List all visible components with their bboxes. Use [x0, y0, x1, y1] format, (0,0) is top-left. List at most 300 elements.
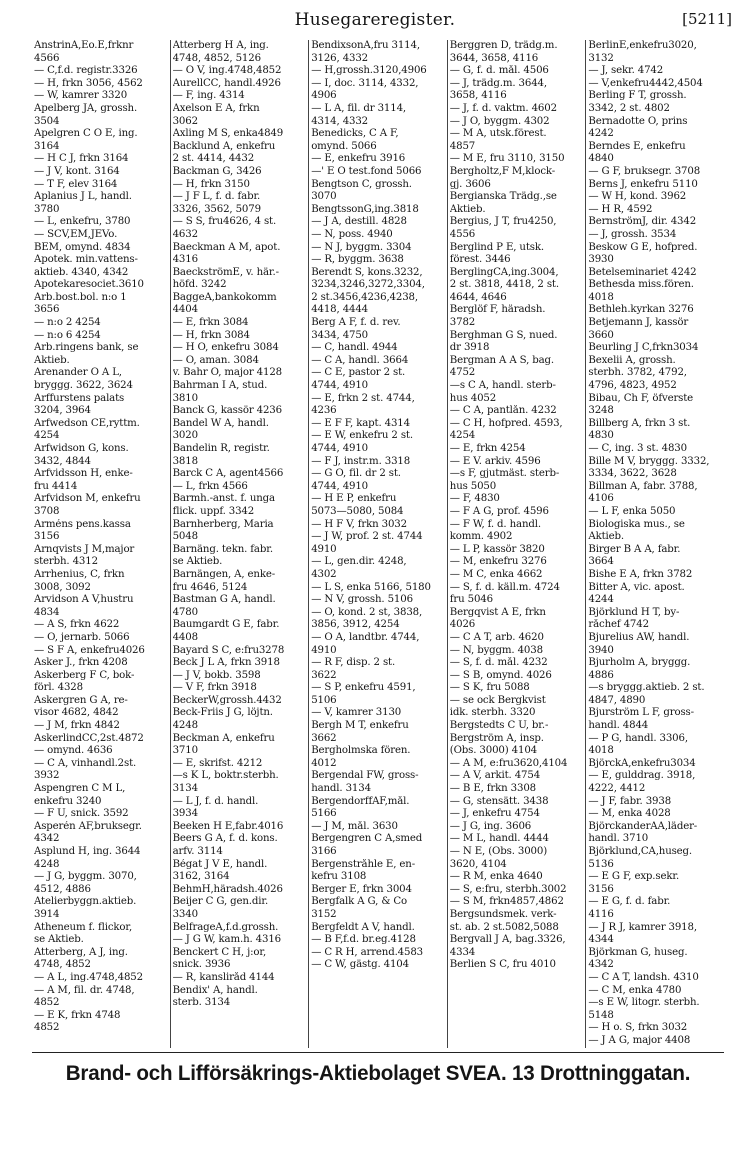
register-entry: Bergendal FW, gross-: [311, 770, 419, 782]
register-entry: Biologiska mus., se: [588, 518, 685, 530]
register-entry: 4834: [34, 606, 60, 618]
register-entry: 4910: [311, 644, 337, 656]
register-entry: 3340: [172, 908, 198, 920]
register-entry: sterb. 3134: [172, 997, 231, 1009]
register-entry: — C M, enka 4780: [588, 984, 682, 996]
register-entry: 3342, 2 st. 4802: [588, 102, 670, 114]
register-entry: 3932: [34, 770, 60, 782]
register-entry: — H o. S, frkn 3032: [588, 1022, 688, 1034]
register-entry: Apotekaresociet.3610: [34, 279, 144, 291]
register-entry: Arrhenius, C, frkn: [34, 568, 125, 580]
register-entry: 4404: [172, 304, 198, 316]
register-entry: Bille M V, bryggg. 3332,: [588, 455, 710, 467]
register-entry: 3708: [34, 505, 60, 517]
register-entry: 4316: [172, 254, 198, 266]
register-entry: — G F, bruksegr. 3708: [588, 165, 701, 177]
register-entry: Atelierbyggn.aktieb.: [34, 896, 137, 908]
register-entry: — H F V, frkn 3032: [311, 518, 407, 530]
register-entry: — C A, vinhandl.2st.: [34, 757, 137, 769]
register-entry: Backlund A, enkefru: [172, 140, 276, 152]
register-entry: — E W, enkefru 2 st.: [311, 430, 413, 442]
register-entry: Betelseminariet 4242: [588, 266, 697, 278]
register-entry: Arenander O A L,: [34, 367, 122, 379]
register-entry: — R F, disp. 2 st.: [311, 657, 396, 669]
register-entry: Beck J L A, frkn 3918: [172, 657, 280, 669]
register-entry: 5048: [172, 531, 198, 543]
register-entry: kefru 3108: [311, 871, 367, 883]
register-entry: — F, 4830: [449, 493, 500, 505]
register-entry: Aplanius J L, handl.: [34, 191, 132, 203]
register-entry: visor 4682, 4842: [34, 707, 119, 719]
register-entry: Bergianska Trädg.,se: [449, 191, 557, 203]
register-entry: AnstrinA,Eo.E,frknr: [34, 40, 134, 51]
register-entry: — J V, bokb. 3598: [172, 669, 261, 681]
register-entry: — G O, fil. dr 2 st.: [311, 468, 401, 480]
register-entry: — E, frkn 2 st. 4744,: [311, 392, 415, 404]
register-entry: — M, enkefru 3276: [449, 556, 547, 568]
register-entry: Benedicks, C A F,: [311, 128, 399, 140]
register-entry: 5166: [311, 808, 337, 820]
register-entry: 3062: [172, 115, 198, 127]
register-entry: 4012: [311, 757, 337, 769]
register-entry: —s F, gjutmäst. sterb-: [449, 468, 560, 480]
register-entry: Asplund H, ing. 3644: [34, 846, 141, 857]
register-entry: 5148: [588, 1009, 614, 1021]
register-entry: 4344: [588, 934, 614, 946]
register-entry: — omynd. 4636: [34, 745, 113, 757]
register-entry: BernströmJ, dir. 4342: [588, 216, 697, 228]
register-entry: Askerberg F C, bok-: [34, 669, 135, 681]
register-entry: Berns J, enkefru 5110: [588, 178, 698, 190]
register-entry: — E G F, exp.sekr.: [588, 871, 680, 883]
page-header: [18, 10, 732, 36]
register-entry: Betjemann J, kassör: [588, 317, 689, 329]
register-entry: Beckman A, enkefru: [172, 732, 275, 744]
register-entry: — F, ing. 4314: [172, 90, 245, 102]
register-entry: 4556: [449, 228, 476, 240]
register-entry: — N E, (Obs. 3000): [449, 846, 548, 857]
register-entry: Atterberg H A, ing.: [172, 40, 269, 51]
register-entry: Beeken H E,fabr.4016: [172, 820, 284, 832]
register-entry: — J, trädg.m. 3644,: [449, 77, 547, 89]
register-entry: 5106: [311, 694, 337, 706]
register-entry: Banck G, kassör 4236: [172, 405, 282, 417]
register-entry: — J V, kont. 3164: [34, 165, 120, 177]
register-entry: — R, byggm. 3638: [311, 254, 404, 266]
register-entry: Bethesda miss.fören.: [588, 279, 694, 291]
register-entry: Apelberg JA, grossh.: [34, 102, 138, 114]
register-column-4: [448, 40, 587, 1048]
register-entry: omynd. 5066: [311, 140, 377, 152]
register-entry: — M, enka 4028: [588, 808, 671, 820]
register-entry: — A M, e:fru3620,4104: [449, 757, 568, 769]
register-entry: Berendt S, kons.3232,: [311, 266, 423, 278]
register-entry: — SCV,EM,JEVo.: [34, 228, 118, 240]
register-entry: Beijer C G, gen.dir.: [172, 896, 269, 908]
register-entry: 4314, 4332: [311, 115, 369, 127]
register-entry: 4847, 4890: [588, 694, 646, 706]
register-entry: Beskow G E, hofpred.: [588, 241, 698, 253]
register-entry: handl. 4844: [588, 720, 649, 732]
register-entry: Arb.bost.bol. n:o 1: [34, 291, 127, 303]
register-entry: BjörckanderAA,läder-: [588, 820, 698, 832]
register-entry: — N J, byggm. 3304: [311, 241, 412, 253]
register-entry: Barnherberg, Maria: [172, 518, 274, 530]
register-entry: —' E O test.fond 5066: [311, 165, 422, 177]
register-entry: Bergholmska fören.: [311, 745, 411, 757]
register-entry: 4342: [588, 959, 614, 971]
register-entry: 3126, 4332: [311, 52, 369, 64]
page-title: Husegareregister.: [294, 10, 456, 30]
register-entry: 3810: [172, 392, 198, 404]
register-entry: — F U, snick. 3592: [34, 808, 129, 820]
register-entry: 3234,3246,3272,3304,: [311, 279, 425, 291]
register-entry: 3782: [449, 317, 476, 329]
register-entry: 4852: [34, 1022, 60, 1034]
register-entry: Baumgardt G E, fabr.: [172, 619, 280, 631]
register-entry: fru 4414: [34, 480, 78, 492]
register-entry: — C R H, arrend.4583: [311, 946, 424, 958]
register-entry: 3930: [588, 254, 614, 266]
register-entry: 3660: [588, 329, 614, 341]
register-entry: — H C J, frkn 3164: [34, 153, 129, 165]
register-entry: Asker J., frkn 4208: [34, 657, 128, 669]
register-entry: — O, kond. 2 st, 3838,: [311, 606, 423, 618]
register-column-3: [309, 40, 448, 1048]
register-entry: 4852: [34, 997, 60, 1009]
register-entry: — J G, byggm. 3070,: [34, 871, 137, 883]
register-entry: 3504: [34, 115, 60, 127]
register-entry: — I, doc. 3114, 4332,: [311, 77, 419, 89]
register-entry: Berndes E, enkefru: [588, 140, 686, 152]
register-entry: — L F, enka 5050: [588, 505, 676, 517]
register-entry: Bexelii A, grossh.: [588, 354, 676, 366]
register-entry: — W, kamrer 3320: [34, 90, 128, 102]
register-entry: dr 3918: [449, 342, 490, 354]
register-entry: 3622: [311, 669, 337, 681]
register-entry: Berg A F, f. d. rev.: [311, 317, 401, 329]
register-entry: — S P, enkefru 4591,: [311, 682, 416, 694]
register-entry: — J F, fabr. 3938: [588, 795, 672, 807]
register-entry: — E, enkefru 3916: [311, 153, 406, 165]
register-entry: Bergenstråhle E, en-: [311, 858, 415, 870]
register-entry: Björkman G, huseg.: [588, 946, 688, 958]
register-entry: 5073—5080, 5084: [311, 505, 404, 517]
register-entry: — J A, destill. 4828: [311, 216, 407, 228]
register-entry: Barnäng. tekn. fabr.: [172, 543, 273, 555]
register-entry: — C H, hofpred. 4593,: [449, 417, 563, 429]
register-entry: Apotek. min.vattens-: [34, 254, 138, 266]
register-entry: — L P, kassör 3820: [449, 543, 545, 555]
register-entry: 4242: [588, 128, 614, 140]
register-entry: Aktieb.: [449, 203, 486, 215]
register-entry: Arb.ringens bank, se: [34, 342, 139, 354]
register-entry: —s bryggg.aktieb. 2 st.: [588, 682, 705, 694]
register-entry: — S F A, enkefru4026: [34, 644, 145, 656]
register-entry: — H O, enkefru 3084: [172, 342, 279, 354]
register-entry: snick. 3936: [172, 959, 231, 971]
register-entry: 3204, 3964: [34, 405, 91, 417]
register-entry: 3152: [311, 908, 337, 920]
register-column-2: [171, 40, 310, 1048]
register-entry: 4780: [172, 606, 198, 618]
register-entry: — W H, kond. 3962: [588, 191, 687, 203]
register-entry: Asperén AF,bruksegr.: [34, 820, 142, 832]
register-entry: Arffurstens palats: [34, 392, 125, 404]
register-entry: sterbh. 3782, 4792,: [588, 367, 687, 379]
register-entry: Billman A, fabr. 3788,: [588, 480, 698, 492]
register-entry: — L, enkefru, 3780: [34, 216, 131, 228]
register-entry: — C A, pantlån. 4232: [449, 405, 557, 417]
register-entry: 4302: [311, 568, 337, 580]
register-entry: — J, f. d. vaktm. 4602: [449, 102, 557, 114]
register-entry: Birger B A A, fabr.: [588, 543, 681, 555]
register-entry: 4026: [449, 619, 476, 631]
register-entry: — F W, f. d. handl.: [449, 518, 541, 530]
register-entry: fru 5046: [449, 594, 493, 606]
register-entry: — A S, frkn 4622: [34, 619, 120, 631]
register-entry: — C A, handl. 3664: [311, 354, 409, 366]
register-entry: — M E, fru 3110, 3150: [449, 153, 565, 165]
register-entry: — N V, grossh. 5106: [311, 594, 413, 606]
register-entry: — E, skrifst. 4212: [172, 757, 263, 769]
register-entry: Bastman G A, handl.: [172, 594, 276, 606]
register-entry: BEM, omynd. 4834: [34, 241, 131, 253]
register-entry: Bendix' A, handl.: [172, 984, 258, 996]
register-entry: v. Bahr O, major 4128: [172, 367, 282, 379]
register-entry: — L S, enka 5166, 5180: [311, 581, 431, 593]
register-entry: 3818: [172, 455, 198, 467]
register-entry: 3334, 3622, 3628: [588, 468, 677, 480]
register-entry: 4744, 4910: [311, 380, 369, 392]
register-entry: — O A, landtbr. 4744,: [311, 631, 420, 643]
register-entry: 4222, 4412: [588, 783, 646, 795]
register-entry: — C A T, arb. 4620: [449, 631, 544, 643]
register-entry: 3156: [34, 531, 60, 543]
register-entry: 3156: [588, 883, 614, 895]
register-entry: Backman G, 3426: [172, 165, 262, 177]
register-columns: [32, 40, 724, 1048]
register-entry: BaggeA,bankokomm: [172, 291, 277, 303]
register-entry: 4840: [588, 153, 614, 165]
register-entry: Beers G A, f. d. kons.: [172, 833, 278, 845]
register-entry: Bengtson C, grossh.: [311, 178, 412, 190]
register-entry: aktieb. 4340, 4342: [34, 266, 129, 278]
register-entry: Axling M S, enka4849: [172, 128, 284, 140]
advertisement-banner: Brand- och Lifförsäkrings-Aktiebolaget SVEA. 13 Drottninggatan.: [65, 1062, 691, 1085]
register-entry: Bergfeldt A V, handl.: [311, 921, 415, 933]
register-entry: — C, ing. 3 st. 4830: [588, 443, 687, 454]
register-entry: — C E, pastor 2 st.: [311, 367, 406, 379]
register-entry: — J, grossh. 3534: [588, 228, 677, 240]
register-entry: Bergh M T, enkefru: [311, 720, 409, 732]
register-entry: — J M, mål. 3630: [311, 820, 398, 832]
register-entry: Berlien S C, fru 4010: [449, 959, 556, 971]
register-entry: —s K L, boktr.sterbh.: [172, 770, 279, 782]
register-entry: 3658, 4116: [449, 90, 507, 102]
register-entry: 2 st.3456,4236,4238,: [311, 291, 418, 303]
register-entry: — V,enkefru4442,4504: [588, 77, 703, 89]
register-entry: — L J, f. d. handl.: [172, 795, 259, 807]
register-entry: Bergstedts C U, br.-: [449, 720, 549, 732]
register-entry: 4752: [449, 367, 476, 379]
register-entry: Aktieb.: [588, 531, 624, 543]
register-entry: Bjurström L F, gross-: [588, 707, 694, 719]
register-entry: Arfvidson M, enkefru: [34, 493, 141, 505]
register-entry: 4342: [34, 833, 60, 845]
register-entry: — M C, enka 4662: [449, 568, 543, 580]
register-entry: — E F F, kapt. 4314: [311, 417, 410, 429]
register-entry: AurellCC, handl.4926: [172, 77, 281, 89]
register-entry: — G, stensätt. 3438: [449, 795, 549, 807]
register-entry: enkefru 3240: [34, 795, 102, 807]
register-entry: — M L, handl. 4444: [449, 833, 549, 845]
register-entry: Apelgren C O E, ing.: [34, 128, 138, 140]
register-entry: st. ab. 2 st.5082,5088: [449, 921, 559, 933]
register-entry: se Aktieb.: [172, 556, 223, 568]
register-entry: Atheneum f. flickor,: [34, 921, 133, 933]
register-entry: — F J, instr.m. 3318: [311, 455, 411, 467]
register-entry: — J O, byggm. 4302: [449, 115, 550, 127]
register-entry: — E, gulddrag. 3918,: [588, 770, 696, 782]
register-entry: höfd. 3242: [172, 279, 227, 291]
register-entry: BeckerW,grossh.4432: [172, 694, 282, 706]
register-entry: sterbh. 4312: [34, 556, 98, 568]
register-entry: — C,f.d. registr.3326: [34, 65, 138, 77]
register-entry: —s C A, handl. sterb-: [449, 380, 556, 392]
register-entry: 3662: [311, 732, 337, 744]
register-entry: Bernadotte O, prins: [588, 115, 688, 127]
register-entry: Berghman G S, nued.: [449, 329, 558, 341]
register-entry: — J M, frkn 4842: [34, 720, 120, 732]
register-entry: 4408: [172, 631, 198, 643]
register-entry: BendixsonA,fru 3114,: [311, 40, 420, 51]
register-entry: 4106: [588, 493, 614, 505]
register-entry: Arnqvists J M,major: [34, 543, 135, 555]
register-entry: — L A, fil. dr 3114,: [311, 102, 407, 114]
register-entry: handl. 3134: [311, 783, 371, 795]
register-entry: förl. 4328: [34, 682, 83, 694]
register-entry: 4512, 4886: [34, 883, 91, 895]
register-entry: — J G, ing. 3606: [449, 820, 532, 832]
register-entry: 4744, 4910: [311, 443, 369, 454]
register-entry: 4910: [311, 543, 337, 555]
register-entry: — J W, prof. 2 st. 4744: [311, 531, 423, 543]
register-entry: 4236: [311, 405, 337, 417]
register-entry: 3164: [34, 140, 60, 152]
register-entry: Bethleh.kyrkan 3276: [588, 304, 694, 316]
register-entry: — R M, enka 4640: [449, 871, 543, 883]
register-entry: råchef 4742: [588, 619, 649, 631]
register-entry: 4254: [449, 430, 476, 442]
register-entry: handl. 3710: [588, 833, 649, 845]
register-entry: Aktieb.: [34, 354, 70, 366]
register-entry: Berger E, frkn 3004: [311, 883, 412, 895]
page-number: [5211]: [682, 10, 732, 28]
register-entry: 3162, 3164: [172, 871, 230, 883]
register-entry: Atterberg, A J, ing.: [34, 946, 128, 958]
register-entry: Arvidson A V,hustru: [34, 594, 134, 606]
register-entry: 4748, 4852: [34, 959, 91, 971]
register-entry: Bergman A A S, bag.: [449, 354, 555, 366]
register-entry: Bjurelius AW, handl.: [588, 631, 690, 643]
register-entry: 4248: [34, 858, 60, 870]
register-entry: 3248: [588, 405, 614, 417]
register-entry: — J F L, f. d. fabr.: [172, 191, 261, 203]
register-entry: 4906: [311, 90, 337, 102]
register-entry: Bégat J V E, handl.: [172, 858, 268, 870]
register-entry: 3008, 3092: [34, 581, 91, 593]
register-entry: BehmH,häradsh.4026: [172, 883, 283, 895]
register-entry: 3780: [34, 203, 60, 215]
register-entry: — J R J, kamrer 3918,: [588, 921, 697, 933]
register-entry: — S M, frkn4857,4862: [449, 896, 564, 908]
register-entry: Bergholtz,F M,klock-: [449, 165, 556, 177]
register-entry: Bahrman I A, stud.: [172, 380, 268, 392]
register-entry: 3166: [311, 846, 337, 857]
register-entry: 2 st. 4414, 4432: [172, 153, 255, 165]
register-entry: Barmh.-anst. f. unga: [172, 493, 275, 505]
register-entry: — P G, handl. 3306,: [588, 732, 688, 744]
register-entry: 3644, 3658, 4116: [449, 52, 539, 64]
register-entry: 3070: [311, 191, 337, 203]
register-entry: — O V, ing.4748,4852: [172, 65, 282, 77]
register-entry: Barck C A, agent4566: [172, 468, 284, 480]
register-entry: — H,grossh.3120,4906: [311, 65, 427, 77]
register-entry: 3914: [34, 908, 60, 920]
register-entry: Björklund H T, by-: [588, 606, 680, 618]
register-entry: Bitter A, vic. apost.: [588, 581, 685, 593]
register-entry: 3664: [588, 556, 614, 568]
register-entry: 3710: [172, 745, 198, 757]
register-entry: — E, frkn 3084: [172, 317, 249, 329]
register-entry: — V F, frkn 3918: [172, 682, 257, 694]
register-entry: — O, aman. 3084: [172, 354, 259, 366]
register-entry: 4632: [172, 228, 198, 240]
register-entry: 4830: [588, 430, 614, 442]
register-entry: 3940: [588, 644, 614, 656]
register-entry: Björklund,CA,huseg.: [588, 846, 693, 857]
register-entry: se Aktieb.: [34, 934, 84, 946]
register-entry: — N, byggm. 4038: [449, 644, 543, 656]
register-entry: — se ock Bergkvist: [449, 694, 546, 706]
register-entry: — M A, utsk.förest.: [449, 128, 547, 140]
register-entry: Bergqvist A E, frkn: [449, 606, 546, 618]
register-entry: Arfvidsson H, enke-: [34, 468, 133, 480]
register-entry: — F A G, prof. 4596: [449, 505, 549, 517]
register-entry: — A V, arkit. 4754: [449, 770, 541, 782]
register-entry: — A M, fil. dr. 4748,: [34, 984, 135, 996]
register-entry: Arfwidson G, kons.: [34, 443, 129, 454]
register-entry: — C, handl. 4944: [311, 342, 398, 354]
register-entry: — N, poss. 4940: [311, 228, 393, 240]
register-entry: — L, gen.dir. 4248,: [311, 556, 407, 568]
register-entry: bryggg. 3622, 3624: [34, 380, 133, 392]
register-entry: Beck-Friis J G, löjtn.: [172, 707, 273, 719]
register-entry: — S, f. d. käll.m. 4724: [449, 581, 560, 593]
register-entry: (Obs. 3000) 4104: [449, 745, 537, 757]
register-entry: — J G W, kam.h. 4316: [172, 934, 281, 946]
register-entry: Berglöf F, häradsh.: [449, 304, 546, 316]
register-entry: Barnängen, A, enke-: [172, 568, 276, 580]
register-entry: — G, f. d. mål. 4506: [449, 65, 549, 77]
register-entry: — C W, gästg. 4104: [311, 959, 409, 971]
register-entry: — n:o 6 4254: [34, 329, 101, 341]
register-entry: Beurling J C,frkn3034: [588, 342, 699, 354]
register-entry: — B F,f.d. br.eg.4128: [311, 934, 416, 946]
register-entry: — J A G, major 4408: [588, 1034, 691, 1046]
register-entry: — T F, elev 3164: [34, 178, 118, 190]
